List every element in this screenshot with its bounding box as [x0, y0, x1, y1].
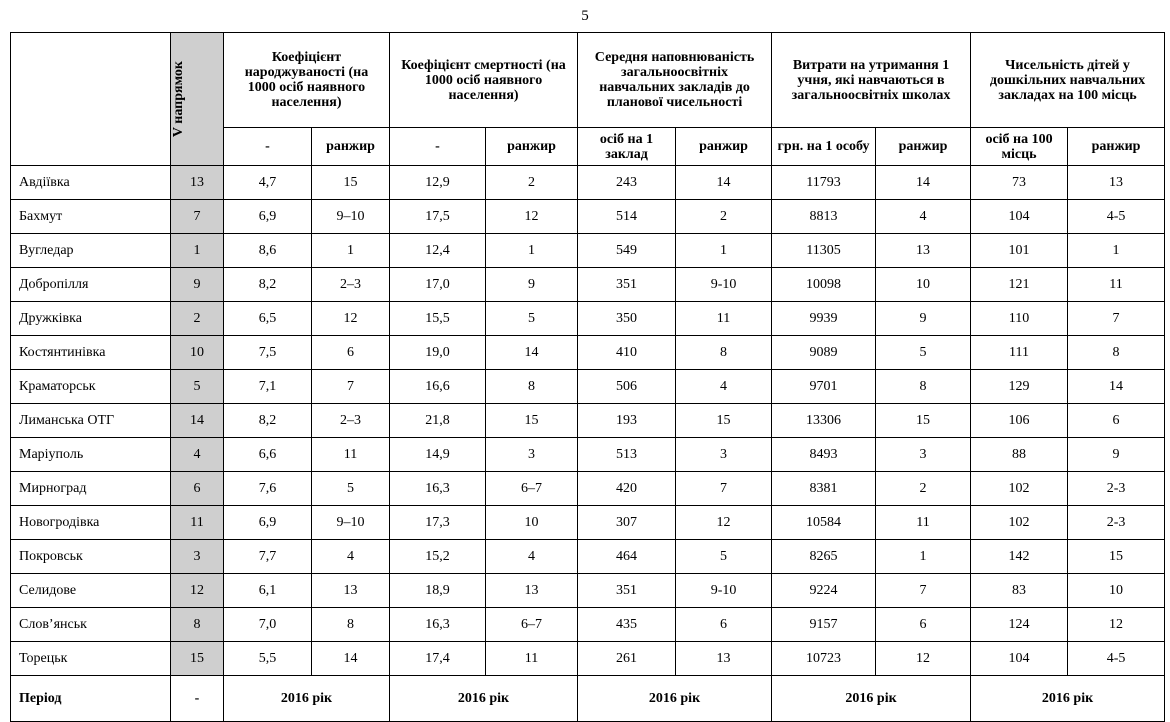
- table-cell: 6,5: [224, 302, 312, 336]
- table-cell: 14: [312, 642, 390, 676]
- table-cell: 351: [578, 574, 676, 608]
- table-cell: 15: [676, 404, 772, 438]
- city-name: Слов’янськ: [11, 608, 171, 642]
- table-cell: 3: [486, 438, 578, 472]
- table-cell: 10: [876, 268, 971, 302]
- table-cell: 1: [676, 234, 772, 268]
- birth-rate-header: Коефіцієнт народжуваності (на 1000 осіб наявного населення): [224, 33, 390, 128]
- table-cell: 104: [971, 200, 1068, 234]
- table-cell: 15: [1068, 540, 1165, 574]
- table-cell: 11: [876, 506, 971, 540]
- direction-rank: 15: [171, 642, 224, 676]
- table-cell: 16,6: [390, 370, 486, 404]
- direction-rank: 2: [171, 302, 224, 336]
- period-value: 2016 рік: [971, 676, 1165, 722]
- table-row: [11, 574, 1165, 608]
- corner-cell: [11, 33, 171, 166]
- table-cell: 16,3: [390, 608, 486, 642]
- table-cell: 243: [578, 166, 676, 200]
- table-cell: 2-3: [1068, 472, 1165, 506]
- preschool-children-header: Чисельність дітей у дошкільних навчальних закладах на 100 місць: [971, 33, 1165, 128]
- table-cell: 435: [578, 608, 676, 642]
- table-cell: 7,7: [224, 540, 312, 574]
- city-name: Дружківка: [11, 302, 171, 336]
- table-cell: 6,6: [224, 438, 312, 472]
- table-cell: 13: [876, 234, 971, 268]
- table-cell: 3: [876, 438, 971, 472]
- table-cell: 1: [486, 234, 578, 268]
- city-name: Покровськ: [11, 540, 171, 574]
- table-cell: 15: [486, 404, 578, 438]
- table-cell: 15,2: [390, 540, 486, 574]
- table-cell: 19,0: [390, 336, 486, 370]
- table-cell: 8,2: [224, 268, 312, 302]
- city-name: Добропілля: [11, 268, 171, 302]
- subheader-cell: -: [224, 128, 312, 166]
- table-cell: 7: [676, 472, 772, 506]
- table-cell: 5: [486, 302, 578, 336]
- table-cell: 8,2: [224, 404, 312, 438]
- table-cell: 73: [971, 166, 1068, 200]
- table-cell: 102: [971, 472, 1068, 506]
- table-row: [11, 234, 1165, 268]
- subheader-cell: осіб на 100 місць: [971, 128, 1068, 166]
- direction-rank: 1: [171, 234, 224, 268]
- table-cell: 10: [486, 506, 578, 540]
- city-name: Бахмут: [11, 200, 171, 234]
- table-cell: 9224: [772, 574, 876, 608]
- table-cell: 5: [676, 540, 772, 574]
- table-cell: 13: [676, 642, 772, 676]
- direction-rank: 7: [171, 200, 224, 234]
- direction-rank: 8: [171, 608, 224, 642]
- table-cell: 6,9: [224, 200, 312, 234]
- table-cell: 2: [876, 472, 971, 506]
- rank-column-header: [171, 33, 224, 166]
- city-name: Маріуполь: [11, 438, 171, 472]
- period-value: 2016 рік: [772, 676, 971, 722]
- table-row: [11, 336, 1165, 370]
- table-cell: 111: [971, 336, 1068, 370]
- table-cell: 2–3: [312, 268, 390, 302]
- table-cell: 15,5: [390, 302, 486, 336]
- table-row: [11, 404, 1165, 438]
- page-number: 5: [581, 8, 589, 24]
- table-cell: 7,0: [224, 608, 312, 642]
- table-cell: 110: [971, 302, 1068, 336]
- table-cell: 9939: [772, 302, 876, 336]
- table-row: [11, 438, 1165, 472]
- direction-rank: 6: [171, 472, 224, 506]
- table-cell: 549: [578, 234, 676, 268]
- table-cell: 18,9: [390, 574, 486, 608]
- table-row: [11, 200, 1165, 234]
- table-cell: 11: [676, 302, 772, 336]
- death-rate-header: Коефіцієнт смертності (на 1000 осіб наявного населення): [390, 33, 578, 128]
- table-cell: 11305: [772, 234, 876, 268]
- table-cell: 8813: [772, 200, 876, 234]
- table-cell: 513: [578, 438, 676, 472]
- table-cell: 6: [312, 336, 390, 370]
- table-row: [11, 540, 1165, 574]
- table-cell: 8: [876, 370, 971, 404]
- table-cell: 101: [971, 234, 1068, 268]
- city-name: Лиманська ОТГ: [11, 404, 171, 438]
- table-cell: 14,9: [390, 438, 486, 472]
- table-cell: 12: [676, 506, 772, 540]
- table-cell: 9–10: [312, 506, 390, 540]
- table-cell: 102: [971, 506, 1068, 540]
- city-name: Костянтинівка: [11, 336, 171, 370]
- table-cell: 2: [676, 200, 772, 234]
- table-cell: 6: [676, 608, 772, 642]
- table-cell: 4: [876, 200, 971, 234]
- period-rank-value: -: [171, 676, 224, 722]
- table-cell: 8: [486, 370, 578, 404]
- table-row: [11, 608, 1165, 642]
- direction-rank: 14: [171, 404, 224, 438]
- table-cell: 13: [486, 574, 578, 608]
- table-cell: 17,5: [390, 200, 486, 234]
- table-cell: 9-10: [676, 268, 772, 302]
- table-cell: 12: [876, 642, 971, 676]
- subheader-cell: ранжир: [676, 128, 772, 166]
- period-value: 2016 рік: [224, 676, 390, 722]
- direction-rank: 9: [171, 268, 224, 302]
- subheader-cell: ранжир: [312, 128, 390, 166]
- table-cell: 506: [578, 370, 676, 404]
- table-cell: 8: [1068, 336, 1165, 370]
- period-label: Період: [11, 676, 171, 722]
- subheader-cell: грн. на 1 особу: [772, 128, 876, 166]
- table-cell: 8265: [772, 540, 876, 574]
- table-cell: 350: [578, 302, 676, 336]
- table-cell: 15: [876, 404, 971, 438]
- table-cell: 15: [312, 166, 390, 200]
- table-cell: 8381: [772, 472, 876, 506]
- table-cell: 6–7: [486, 608, 578, 642]
- table-cell: 351: [578, 268, 676, 302]
- school-occupancy-header: Середня наповнюваність загальноосвітніх навчальних закладів до планової чисельності: [578, 33, 772, 128]
- direction-rank: 10: [171, 336, 224, 370]
- subheader-cell: ранжир: [1068, 128, 1165, 166]
- table-cell: 1: [1068, 234, 1165, 268]
- direction-rank: 13: [171, 166, 224, 200]
- table-cell: 11793: [772, 166, 876, 200]
- table-cell: 8493: [772, 438, 876, 472]
- table-cell: 11: [312, 438, 390, 472]
- table-cell: 17,0: [390, 268, 486, 302]
- direction-rank: 3: [171, 540, 224, 574]
- table-cell: 4-5: [1068, 200, 1165, 234]
- table-cell: 9089: [772, 336, 876, 370]
- table-row: [11, 472, 1165, 506]
- direction-rank: 11: [171, 506, 224, 540]
- table-row: [11, 370, 1165, 404]
- table-cell: 6–7: [486, 472, 578, 506]
- indicators-table: [10, 32, 1165, 722]
- direction-rank: 5: [171, 370, 224, 404]
- table-cell: 106: [971, 404, 1068, 438]
- table-cell: 12: [312, 302, 390, 336]
- city-name: Краматорськ: [11, 370, 171, 404]
- table-cell: 4: [486, 540, 578, 574]
- period-row: [11, 676, 1165, 722]
- subheader-cell: -: [390, 128, 486, 166]
- table-cell: 4: [312, 540, 390, 574]
- period-value: 2016 рік: [578, 676, 772, 722]
- table-cell: 307: [578, 506, 676, 540]
- table-cell: 14: [676, 166, 772, 200]
- table-cell: 17,3: [390, 506, 486, 540]
- table-cell: 16,3: [390, 472, 486, 506]
- table-cell: 9: [1068, 438, 1165, 472]
- table-cell: 7: [876, 574, 971, 608]
- table-cell: 12: [486, 200, 578, 234]
- table-cell: 4-5: [1068, 642, 1165, 676]
- table-cell: 10: [1068, 574, 1165, 608]
- table-cell: 12,4: [390, 234, 486, 268]
- table-cell: 6: [1068, 404, 1165, 438]
- table-cell: 13306: [772, 404, 876, 438]
- table-cell: 8: [676, 336, 772, 370]
- table-cell: 9: [486, 268, 578, 302]
- table-cell: 7,6: [224, 472, 312, 506]
- table-cell: 1: [876, 540, 971, 574]
- table-cell: 464: [578, 540, 676, 574]
- table-cell: 11: [1068, 268, 1165, 302]
- direction-rank: 4: [171, 438, 224, 472]
- table-row: [11, 268, 1165, 302]
- table-cell: 8: [312, 608, 390, 642]
- table-row: [11, 642, 1165, 676]
- table-cell: 6,9: [224, 506, 312, 540]
- table-cell: 5,5: [224, 642, 312, 676]
- table-cell: 2–3: [312, 404, 390, 438]
- table-cell: 14: [876, 166, 971, 200]
- subheader-cell: ранжир: [486, 128, 578, 166]
- table-cell: 4,7: [224, 166, 312, 200]
- table-cell: 9-10: [676, 574, 772, 608]
- subheader-cell: осіб на 1 заклад: [578, 128, 676, 166]
- table-cell: 12: [1068, 608, 1165, 642]
- city-name: Мирноград: [11, 472, 171, 506]
- table-cell: 5: [312, 472, 390, 506]
- table-cell: 193: [578, 404, 676, 438]
- table-cell: 129: [971, 370, 1068, 404]
- student-cost-header: Витрати на утримання 1 учня, які навчаються в загальноосвітніх школах: [772, 33, 971, 128]
- table-cell: 2: [486, 166, 578, 200]
- table-cell: 17,4: [390, 642, 486, 676]
- table-cell: 7: [312, 370, 390, 404]
- direction-rank: 12: [171, 574, 224, 608]
- city-name: Авдіївка: [11, 166, 171, 200]
- table-cell: 7,1: [224, 370, 312, 404]
- table-cell: 4: [676, 370, 772, 404]
- table-cell: 10098: [772, 268, 876, 302]
- table-cell: 104: [971, 642, 1068, 676]
- table-cell: 83: [971, 574, 1068, 608]
- city-name: Селидове: [11, 574, 171, 608]
- table-cell: 9157: [772, 608, 876, 642]
- table-cell: 121: [971, 268, 1068, 302]
- city-name: Новогродівка: [11, 506, 171, 540]
- table-cell: 12,9: [390, 166, 486, 200]
- table-cell: 7: [1068, 302, 1165, 336]
- city-name: Торецьк: [11, 642, 171, 676]
- table-cell: 142: [971, 540, 1068, 574]
- table-cell: 9–10: [312, 200, 390, 234]
- table-cell: 420: [578, 472, 676, 506]
- table-cell: 7,5: [224, 336, 312, 370]
- table-cell: 10584: [772, 506, 876, 540]
- table-cell: 6,1: [224, 574, 312, 608]
- table-cell: 13: [312, 574, 390, 608]
- table-cell: 124: [971, 608, 1068, 642]
- table-cell: 88: [971, 438, 1068, 472]
- table-row: [11, 166, 1165, 200]
- table-cell: 13: [1068, 166, 1165, 200]
- table-cell: 9701: [772, 370, 876, 404]
- table-cell: 9: [876, 302, 971, 336]
- table-cell: 261: [578, 642, 676, 676]
- table-cell: 14: [1068, 370, 1165, 404]
- city-name: Вугледар: [11, 234, 171, 268]
- rank-column-label: V напрямок: [171, 60, 186, 138]
- table-cell: 1: [312, 234, 390, 268]
- table-cell: 14: [486, 336, 578, 370]
- table-cell: 10723: [772, 642, 876, 676]
- table-row: [11, 506, 1165, 540]
- table-cell: 6: [876, 608, 971, 642]
- table-cell: 5: [876, 336, 971, 370]
- table-cell: 2-3: [1068, 506, 1165, 540]
- table-cell: 514: [578, 200, 676, 234]
- period-value: 2016 рік: [390, 676, 578, 722]
- table-cell: 21,8: [390, 404, 486, 438]
- table-cell: 8,6: [224, 234, 312, 268]
- table-cell: 3: [676, 438, 772, 472]
- table-cell: 11: [486, 642, 578, 676]
- table-cell: 410: [578, 336, 676, 370]
- subheader-cell: ранжир: [876, 128, 971, 166]
- table-row: [11, 302, 1165, 336]
